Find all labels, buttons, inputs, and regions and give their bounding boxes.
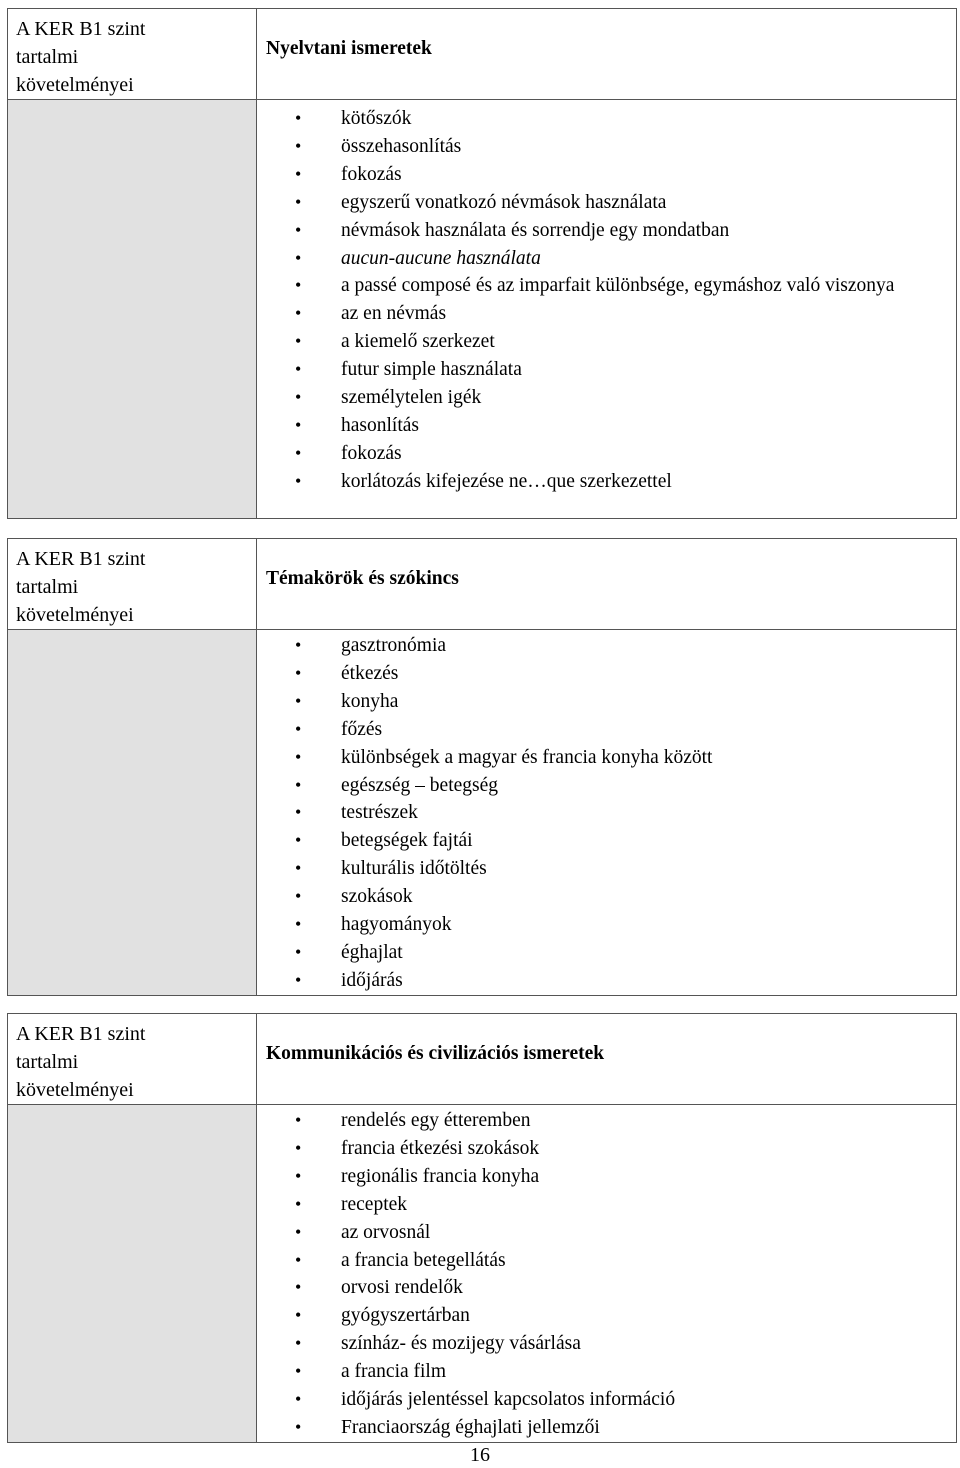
list-item: • névmások használata és sorrendje egy mondatban <box>257 217 956 245</box>
bullet-list <box>257 630 956 995</box>
list-item: • francia étkezési szokások <box>257 1135 956 1163</box>
section-left-shaded <box>8 1105 257 1443</box>
section-left-shaded <box>8 100 257 519</box>
list-item: • a passé composé és az imparfait különbsége, egymáshoz való viszonya <box>257 272 956 300</box>
list-item: • orvosi rendelők <box>257 1274 956 1302</box>
list-item: • időjárás <box>257 967 956 995</box>
section-label: A KER B1 szint tartalmi követelményei <box>8 1014 257 1105</box>
section-communication <box>7 1013 957 1443</box>
section-left-shaded <box>8 630 257 996</box>
list-item: • fokozás <box>257 440 956 468</box>
list-item: • személytelen igék <box>257 384 956 412</box>
list-item: • testrészek <box>257 799 956 827</box>
list-item: • fokozás <box>257 161 956 189</box>
bullet-list <box>257 1105 956 1442</box>
list-item: • étkezés <box>257 660 956 688</box>
section-heading: Nyelvtani ismeretek <box>257 9 957 100</box>
list-item: • rendelés egy étteremben <box>257 1107 956 1135</box>
list-item: • receptek <box>257 1191 956 1219</box>
list-item: • konyha <box>257 688 956 716</box>
list-item: • korlátozás kifejezése ne…que szerkezettel <box>257 468 956 496</box>
list-item: • a francia film <box>257 1358 956 1386</box>
section-grammar <box>7 8 957 519</box>
list-item: • időjárás jelentéssel kapcsolatos információ <box>257 1386 956 1414</box>
list-item: • betegségek fajtái <box>257 827 956 855</box>
list-item: • egészség – betegség <box>257 772 956 800</box>
list-item: • gasztronómia <box>257 632 956 660</box>
list-item: • éghajlat <box>257 939 956 967</box>
list-item: • az en névmás <box>257 300 956 328</box>
section-topics <box>7 538 957 996</box>
list-item: • a francia betegellátás <box>257 1247 956 1275</box>
section-heading: Témakörök és szókincs <box>257 539 957 630</box>
list-item: • főzés <box>257 716 956 744</box>
section-label: A KER B1 szint tartalmi követelményei <box>8 539 257 630</box>
list-item: • regionális francia konyha <box>257 1163 956 1191</box>
list-item: • az orvosnál <box>257 1219 956 1247</box>
list-item: • kulturális időtöltés <box>257 855 956 883</box>
section-list-cell <box>257 630 957 996</box>
list-item: • színház- és mozijegy vásárlása <box>257 1330 956 1358</box>
section-list-cell <box>257 100 957 519</box>
list-item: • Franciaország éghajlati jellemzői <box>257 1414 956 1442</box>
list-item: • aucun-aucune használata <box>257 245 956 273</box>
list-item: • egyszerű vonatkozó névmások használata <box>257 189 956 217</box>
bullet-list <box>257 100 956 496</box>
list-item: • hasonlítás <box>257 412 956 440</box>
list-item: • hagyományok <box>257 911 956 939</box>
list-item: • szokások <box>257 883 956 911</box>
section-label: A KER B1 szint tartalmi követelményei <box>8 9 257 100</box>
list-item: • összehasonlítás <box>257 133 956 161</box>
list-item: • a kiemelő szerkezet <box>257 328 956 356</box>
list-item: • futur simple használata <box>257 356 956 384</box>
section-list-cell <box>257 1105 957 1443</box>
list-item: • gyógyszertárban <box>257 1302 956 1330</box>
list-item: • kötőszók <box>257 105 956 133</box>
section-heading: Kommunikációs és civilizációs ismeretek <box>257 1014 957 1105</box>
list-item: • különbségek a magyar és francia konyha között <box>257 744 956 772</box>
page-number: 16 <box>470 1444 490 1466</box>
